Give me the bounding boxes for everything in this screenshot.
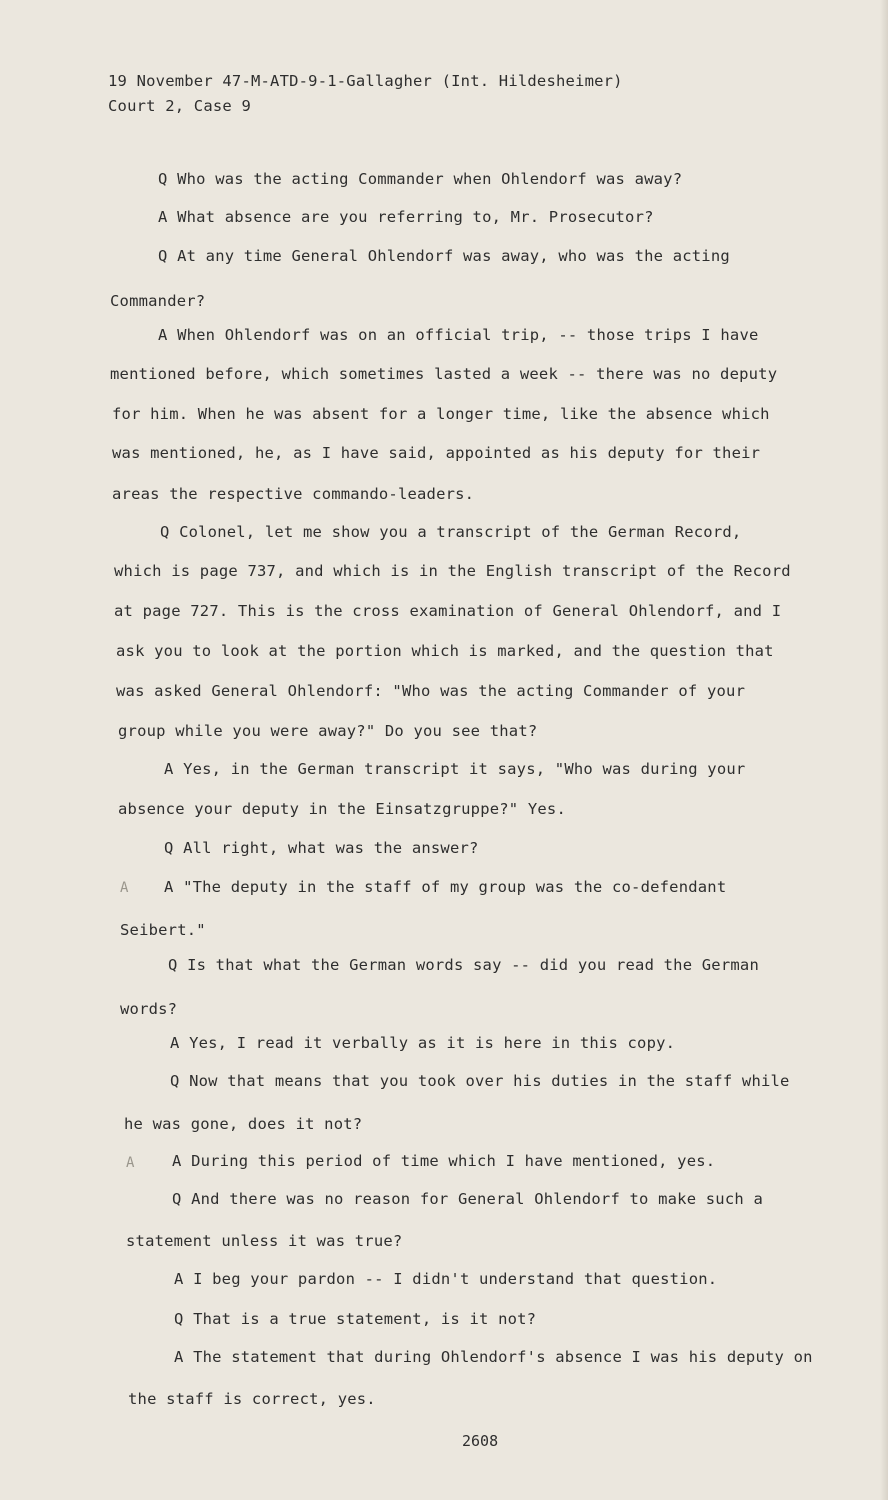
body-line: A Yes, I read it verbally as it is here in this copy. (170, 1034, 676, 1052)
body-line: words? (120, 1000, 178, 1018)
margin-mark: A (126, 1155, 135, 1171)
margin-mark: A (120, 880, 129, 896)
body-line: A The statement that during Ohlendorf's absence I was his deputy on (174, 1348, 813, 1366)
body-line: he was gone, does it not? (124, 1115, 363, 1133)
body-line: Commander? (110, 292, 206, 310)
body-line: absence your deputy in the Einsatzgruppe?" Yes. (118, 800, 566, 818)
body-line: statement unless it was true? (126, 1232, 403, 1250)
body-line: Q That is a true statement, is it not? (174, 1310, 537, 1328)
page-number: 2608 (462, 1432, 499, 1450)
body-line: Q Who was the acting Commander when Ohlendorf was away? (158, 170, 683, 188)
body-line: A What absence are you referring to, Mr. Prosecutor? (158, 208, 654, 226)
body-line: Q Colonel, let me show you a transcript of the German Record, (160, 523, 742, 541)
body-line: Q At any time General Ohlendorf was away, who was the acting (158, 247, 730, 265)
body-line: Q Is that what the German words say -- did you read the German (168, 956, 759, 974)
header-line-1: 19 November 47-M-ATD-9-1-Gallagher (Int. Hildesheimer) (108, 72, 623, 90)
body-line: which is page 737, and which is in the English transcript of the Record (114, 562, 791, 580)
body-line: Q All right, what was the answer? (164, 839, 479, 857)
body-line: A Yes, in the German transcript it says, "Who was during your (164, 760, 746, 778)
body-line: at page 727. This is the cross examination of General Ohlendorf, and I (114, 602, 782, 620)
body-line: for him. When he was absent for a longer time, like the absence which (112, 405, 770, 423)
body-line: Q Now that means that you took over his duties in the staff while (170, 1072, 790, 1090)
body-line: areas the respective commando-leaders. (112, 485, 475, 503)
body-line: A "The deputy in the staff of my group was the co-defendant (164, 878, 727, 896)
body-line: ask you to look at the portion which is marked, and the question that (116, 642, 774, 660)
body-line: A When Ohlendorf was on an official trip, -- those trips I have (158, 326, 759, 344)
body-line: Q And there was no reason for General Ohlendorf to make such a (172, 1190, 763, 1208)
body-line: the staff is correct, yes. (128, 1390, 376, 1408)
body-line: A During this period of time which I have mentioned, yes. (172, 1152, 716, 1170)
body-line: mentioned before, which sometimes lasted a week -- there was no deputy (110, 365, 778, 383)
header-line-2: Court 2, Case 9 (108, 97, 251, 115)
body-line: group while you were away?" Do you see that? (118, 722, 538, 740)
body-line: was mentioned, he, as I have said, appointed as his deputy for their (112, 444, 761, 462)
body-line: Seibert." (120, 921, 206, 939)
body-line: was asked General Ohlendorf: "Who was the acting Commander of your (116, 682, 746, 700)
body-line: A I beg your pardon -- I didn't understand that question. (174, 1270, 718, 1288)
page-edge-shadow (880, 0, 888, 1500)
